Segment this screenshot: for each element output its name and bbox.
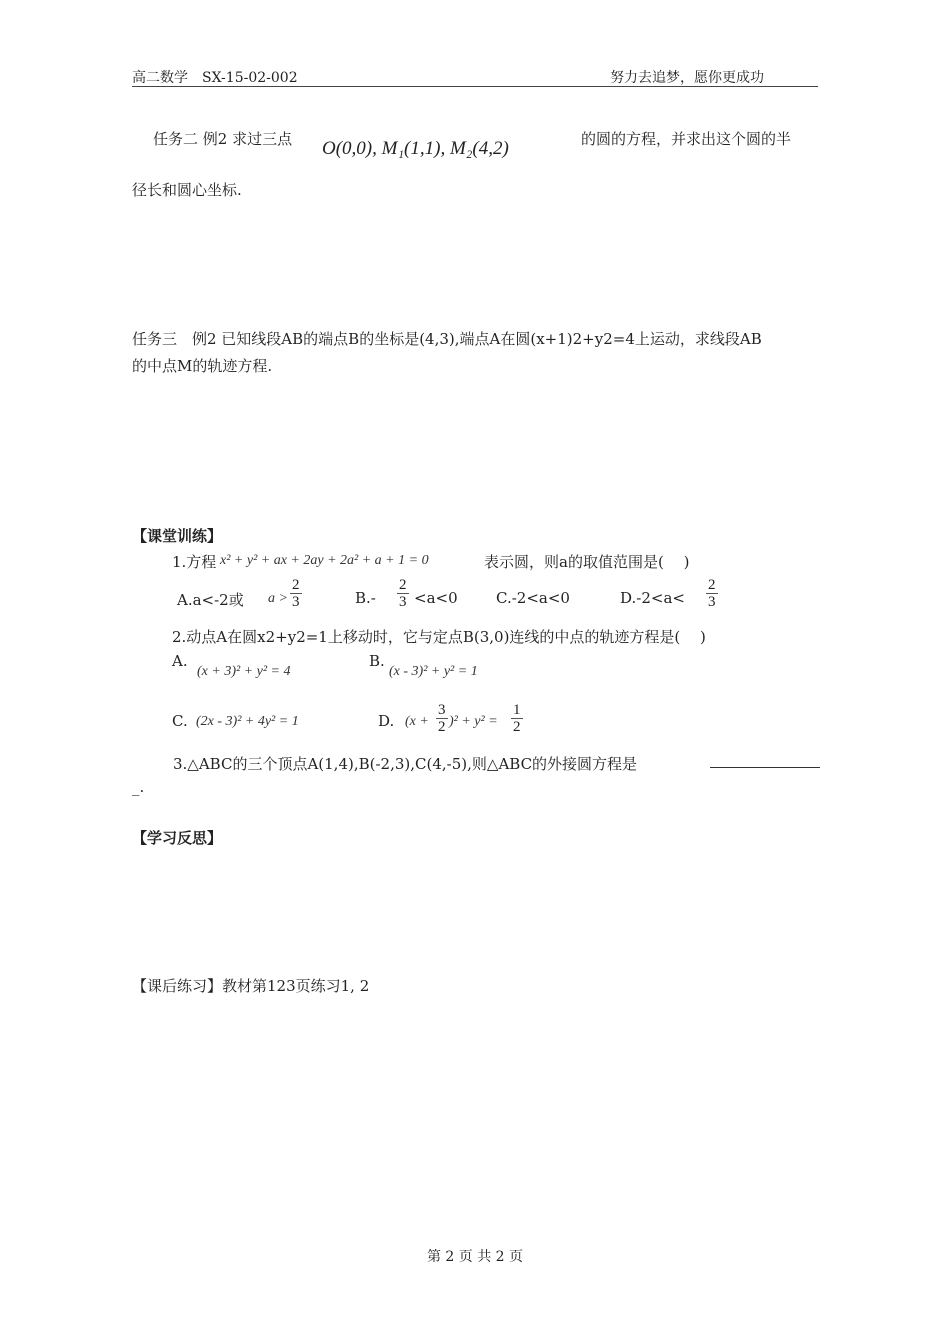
q1-option-b-fraction [397,577,409,610]
q1-option-b-prefix: B.- [355,589,376,607]
q1-option-c: C.-2<a<0 [496,589,570,607]
q1-option-d-prefix: D.-2<a< [620,589,685,607]
q3-stem: 3.△ABC的三个顶点A(1,4),B(-2,3),C(4,-5),则△ABC的外接圆方程是 [173,755,638,773]
q3-answer-blank [710,753,820,772]
q1-option-a-prefix: A.a<-2或 [177,591,244,609]
q2-option-d-eq-pre: (x + [405,714,429,729]
q2-option-d-fraction [436,702,448,735]
header-rule [132,86,818,87]
q1-prefix: 1.方程 [172,553,217,571]
q1-option-d-fraction [706,577,718,610]
task2-points: O(0,0), M₁(1,1), M₂(4,2) [322,138,509,159]
fraction-denominator: 3 [399,594,407,610]
q1-option-a-fraction [290,577,302,610]
q2-option-b-equation: (x - 3)² + y² = 1 [389,664,478,679]
fraction-denominator: 2 [513,719,521,735]
q2-option-a-equation: (x + 3)² + y² = 4 [197,664,291,679]
q2-option-a-label: A. [172,652,188,670]
q3-tail: _. [132,778,145,796]
q1-option-b-suffix: <a<0 [414,589,458,607]
reflection-heading: 【学习反思】 [132,829,223,847]
fraction-denominator: 3 [292,594,300,610]
fraction-numerator: 3 [438,702,446,718]
header-left: 高二数学 SX-15-02-002 [132,70,298,86]
fraction-numerator: 2 [708,577,716,593]
task2-intro: 任务二 例2 求过三点 [153,130,293,148]
q2-option-c-equation: (2x - 3)² + 4y² = 1 [196,714,299,729]
task2-tail: 的圆的方程，并求出这个圆的半 [581,130,792,148]
fraction-numerator: 2 [292,577,300,593]
q2-option-d-eq-mid: )² + y² = [449,714,498,729]
fraction-denominator: 3 [708,594,716,610]
q2-option-d-rhs-fraction [511,702,523,735]
task3-line1: 任务三 例2 已知线段AB的端点B的坐标是(4,3),端点A在圆(x+1)2+y2=4上运动，求线段AB [132,330,762,348]
fraction-denominator: 2 [438,719,446,735]
q1-equation: x² + y² + ax + 2ay + 2a² + a + 1 = 0 [220,553,429,568]
task2-line2: 径长和圆心坐标. [132,181,242,199]
page-footer: 第 2 页 共 2 页 [426,1249,524,1265]
task3-line2: 的中点M的轨迹方程. [132,357,273,375]
q2-option-c-label: C. [172,712,188,730]
q2-stem: 2.动点A在圆x2+y2=1上移动时，它与定点B(3,0)连线的中点的轨迹方程是( ) [172,628,706,646]
homework-text: 【课后练习】教材第123页练习1, 2 [132,977,370,995]
practice-heading: 【课堂训练】 [132,527,223,545]
fraction-numerator: 2 [399,577,407,593]
q2-option-d-label: D. [378,712,395,730]
fraction-numerator: 1 [513,702,521,718]
q1-suffix: 表示圆，则a的取值范围是( ) [484,553,690,571]
q2-option-b-label: B. [369,652,385,670]
header-right: 努力去追梦，愿你更成功 [610,70,764,86]
q1-option-a-var: a > [268,591,288,606]
